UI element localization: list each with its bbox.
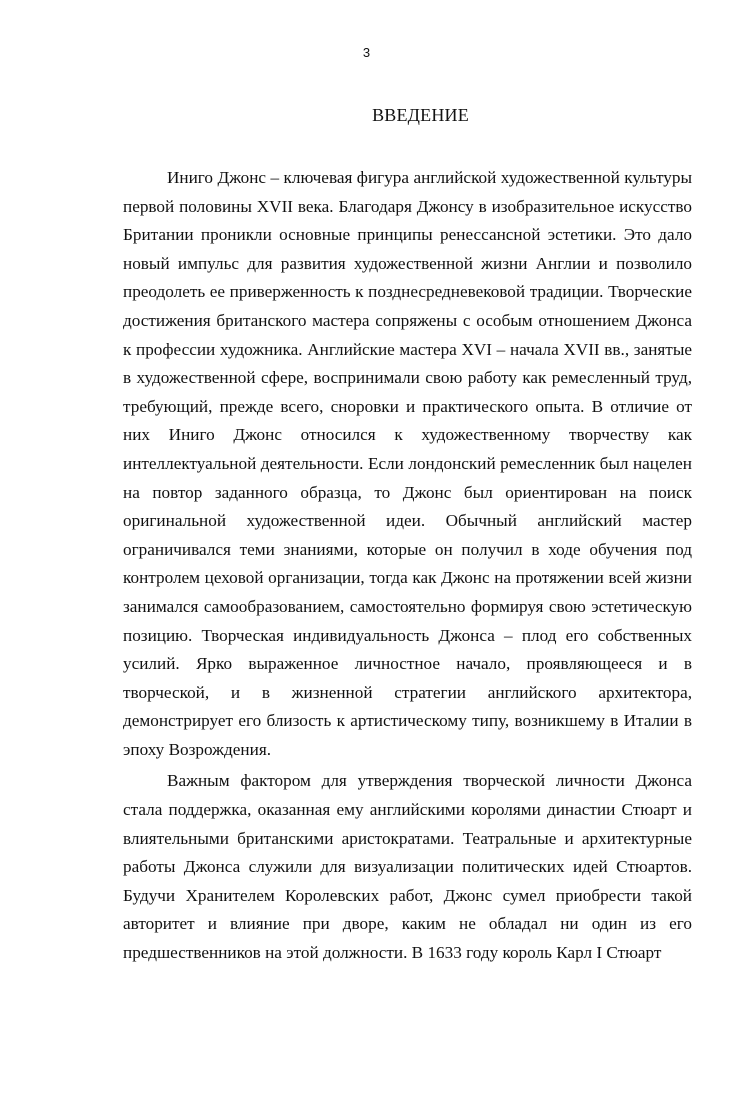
body-text [123, 164, 692, 968]
page-title: ВВЕДЕНИЕ [372, 105, 469, 125]
page-number: 3 [362, 45, 371, 60]
paragraph-2: Важным фактором для утверждения творческой личности Джонса стала поддержка, оказанная ему английскими королями династии Стюарт и влиятельными британскими аристократами. Театральные и архитектурные работы Джонса служили для визуализации политических идей Стюартов. Будучи Хранителем Королевских работ, Джонс сумел приобрести такой авторитет и влияние при дворе, каким не обладал ни один из его предшественников на этой должности. В 1633 году король Карл I Стюарт [123, 771, 692, 963]
paragraph-1: Иниго Джонс – ключевая фигура английской художественной культуры первой половины XVII века. Благодаря Джонсу в изобразительное искусство Британии проникли основные принципы ренессансной эстетики. Это дало новый импульс для развития художественной жизни Англии и позволило преодолеть ее приверженность к позднесредневековой традиции. Творческие достижения британского мастера сопряжены с особым отношением Джонса к профессии художника. Английские мастера XVI – начала XVII вв., занятые в художественной сфере, воспринимали свою работу как ремесленный труд, требующий, прежде всего, сноровки и практического опыта. В отличие от них Иниго Джонс относился к художественному творчеству как интеллектуальной деятельности. Если лондонский ремесленник был нацелен на повтор заданного образца, то Джонс был ориентирован на поиск оригинальной художественной идеи. Обычный английский мастер ограничивался теми знаниями, которые он получил в ходе обучения под контролем цеховой организации, тогда как Джонс на протяжении всей жизни занимался самообразованием, самостоятельно формируя свою эстетическую позицию. Творческая индивидуальность Джонса – плод его собственных усилий. Ярко выраженное личностное начало, проявляющееся и в творческой, и в жизненной стратегии английского архитектора, демонстрирует его близость к артистическому типу, возникшему в Италии в эпоху Возрождения. [123, 168, 692, 759]
